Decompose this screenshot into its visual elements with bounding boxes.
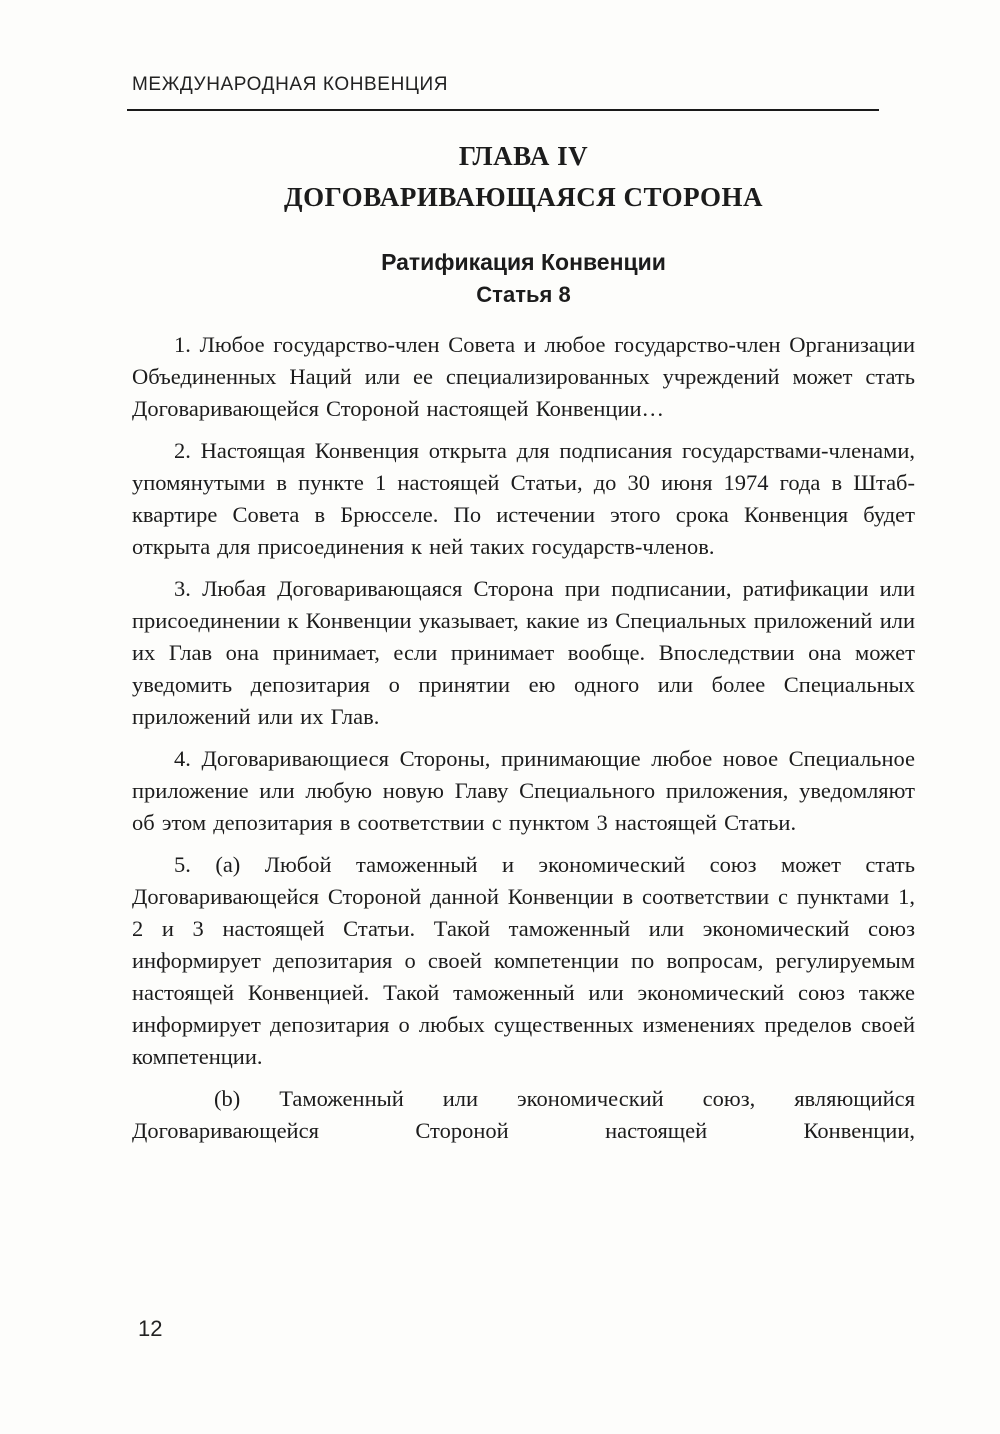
paragraph-5a: 5. (a) Любой таможенный и экономический союз может стать Договаривающейся Стороной данной Конвенции в соответствии с пунктами 1, 2 и 3 настоящей Статьи. Такой таможенный или экономический союз информирует депозитария о своей компетенции по вопросам, регулируемым настоящей Конвенцией. Такой таможенный или экономический союз также информирует депозитария о любых существенных изменениях пределов своей компетенции.	[132, 852, 915, 1069]
paragraph-4: 4. Договаривающиеся Стороны, принимающие любое новое Специальное приложение или любую новую Главу Специального приложения, уведомляют об этом депозитария в соответствии с пунктом 3 настоящей Статьи.	[132, 746, 915, 835]
chapter-number: ГЛАВА IV	[458, 141, 589, 171]
page-number: 12	[138, 1316, 163, 1341]
paragraph-1: 1. Любое государство-член Совета и любое государство-член Организации Объединенных Наций или ее специализированных учреждений может стать Договаривающейся Стороной настоящей Конвенции…	[132, 332, 915, 421]
section-title: Ратификация Конвенции	[381, 249, 666, 275]
header-rule	[127, 109, 879, 111]
article-title: Статья 8	[476, 282, 571, 307]
chapter-subject: ДОГОВАРИВАЮЩАЯСЯ СТОРОНА	[284, 182, 763, 212]
paragraph-5b: (b) Таможенный или экономический союз, являющийся Договаривающейся Стороной настоящей Конвенции,	[132, 1086, 915, 1143]
article-body	[132, 329, 915, 1147]
paragraph-3: 3. Любая Договаривающаяся Сторона при подписании, ратификации или присоединении к Конвенции указывает, какие из Специальных приложений или их Глав она принимает, если принимает вообще. Впоследствии она может уведомить депозитария о принятии ею одного или более Специальных приложений или их Глав.	[132, 576, 915, 729]
chapter-title	[132, 136, 915, 218]
running-header: МЕЖДУНАРОДНАЯ КОНВЕНЦИЯ	[132, 74, 449, 95]
paragraph-2: 2. Настоящая Конвенция открыта для подписания государствами-членами, упомянутыми в пункте 1 настоящей Статьи, до 30 июня 1974 года в Штаб-квартире Совета в Брюсселе. По истечении этого срока Конвенция будет открыта для присоединения к ней таких государств-членов.	[132, 438, 915, 559]
